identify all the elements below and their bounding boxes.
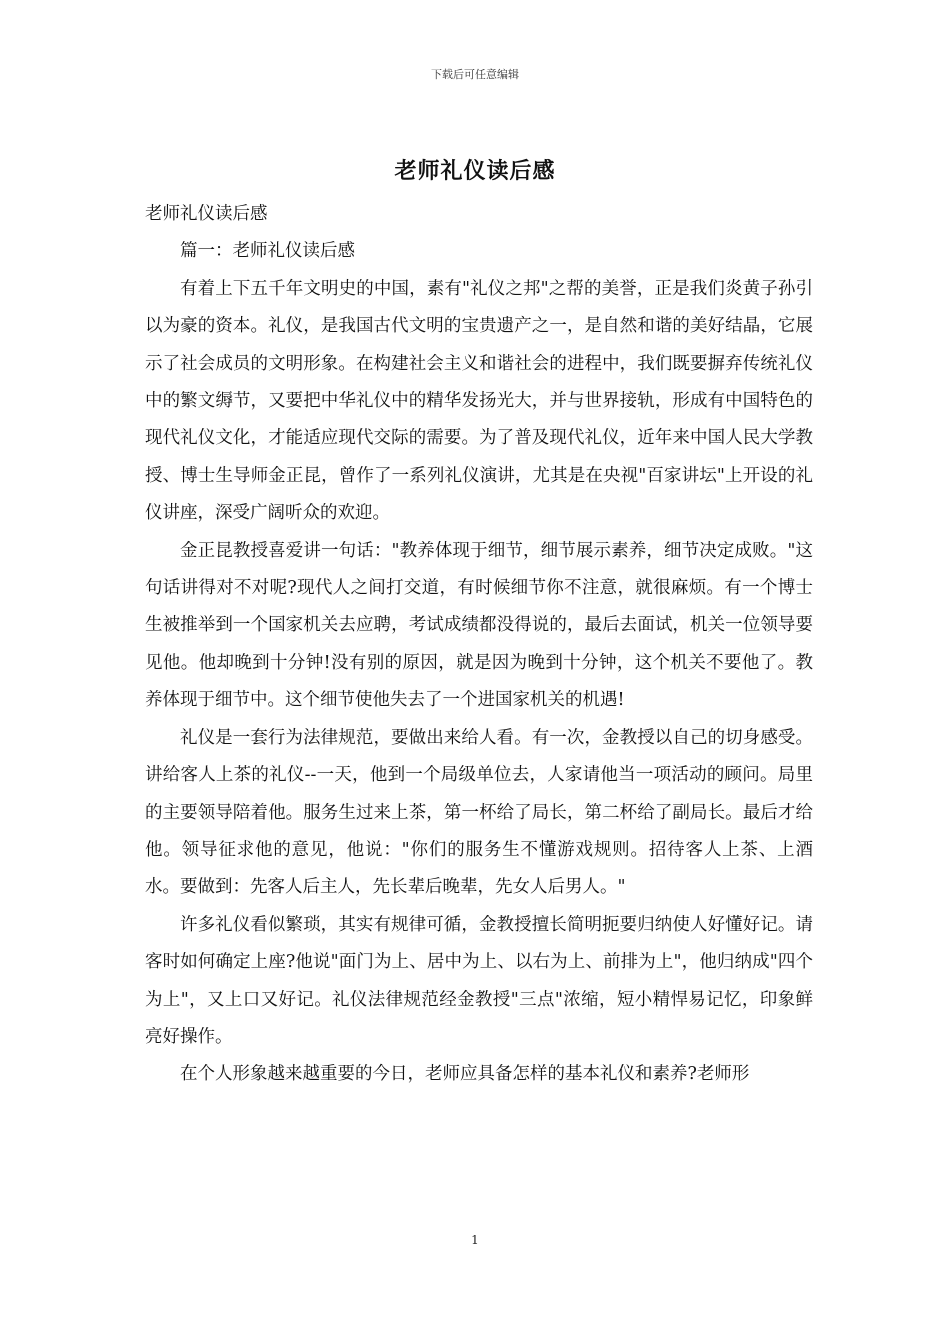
document-subtitle: 老师礼仪读后感 [145,204,268,224]
document-title: 老师礼仪读后感 [394,158,556,184]
page-number: 1 [471,1233,479,1247]
document-body [145,196,813,1094]
page-header-note: 下载后可任意编辑 [431,68,519,81]
section-heading: 篇一：老师礼仪读后感 [180,241,355,262]
paragraph: 礼仪是一套行为法律规范，要做出来给人看。有一次，金教授以自己的切身感受。讲给客人上茶的礼仪--一天，他到一个局级单位去，人家请他当一项活动的顾问。局里的主要领导陪着他。服务生过来上茶，第一杯给了局长，第二杯给了副局长。最后才给他。领导征求他的意见，他说："你们的服务生不懂游戏规则。招待客人上茶、上酒水。要做到：先客人后主人，先长辈后晚辈，先女人后男人。" [145,727,813,898]
paragraph: 许多礼仪看似繁琐，其实有规律可循，金教授擅长简明扼要归纳使人好懂好记。请客时如何确定上座?他说"面门为上、居中为上、以右为上、前排为上"，他归纳成"四个为上"，又上口又好记。礼仪法律规范经金教授"三点"浓缩，短小精悍易记忆，印象鲜亮好操作。 [145,914,813,1047]
paragraph: 在个人形象越来越重要的今日，老师应具备怎样的基本礼仪和素养?老师形 [180,1064,750,1085]
paragraph: 有着上下五千年文明史的中国，素有"礼仪之邦"之帮的美誉，正是我们炎黄子孙引以为豪的资本。礼仪，是我国古代文明的宝贵遗产之一，是自然和谐的美好结晶，它展示了社会成员的文明形象。在构建社会主义和谐社会的进程中，我们既要摒弃传统礼仪中的繁文缛节，又要把中华礼仪中的精华发扬光大，并与世界接轨，形成有中国特色的现代礼仪文化，才能适应现代交际的需要。为了普及现代礼仪，近年来中国人民大学教授、博士生导师金正昆，曾作了一系列礼仪演讲，尤其是在央视"百家讲坛"上开设的礼仪讲座，深受广阔听众的欢迎。 [145,278,813,524]
paragraph: 金正昆教授喜爱讲一句话："教养体现于细节，细节展示素养，细节决定成败。"这句话讲得对不对呢?现代人之间打交道，有时候细节你不注意，就很麻烦。有一个博士生被推举到一个国家机关去应聘，考试成绩都没得说的，最后去面试，机关一位领导要见他。他却晚到十分钟!没有别的原因，就是因为晚到十分钟，这个机关不要他了。教养体现于细节中。这个细节使他失去了一个进国家机关的机遇! [145,540,813,711]
